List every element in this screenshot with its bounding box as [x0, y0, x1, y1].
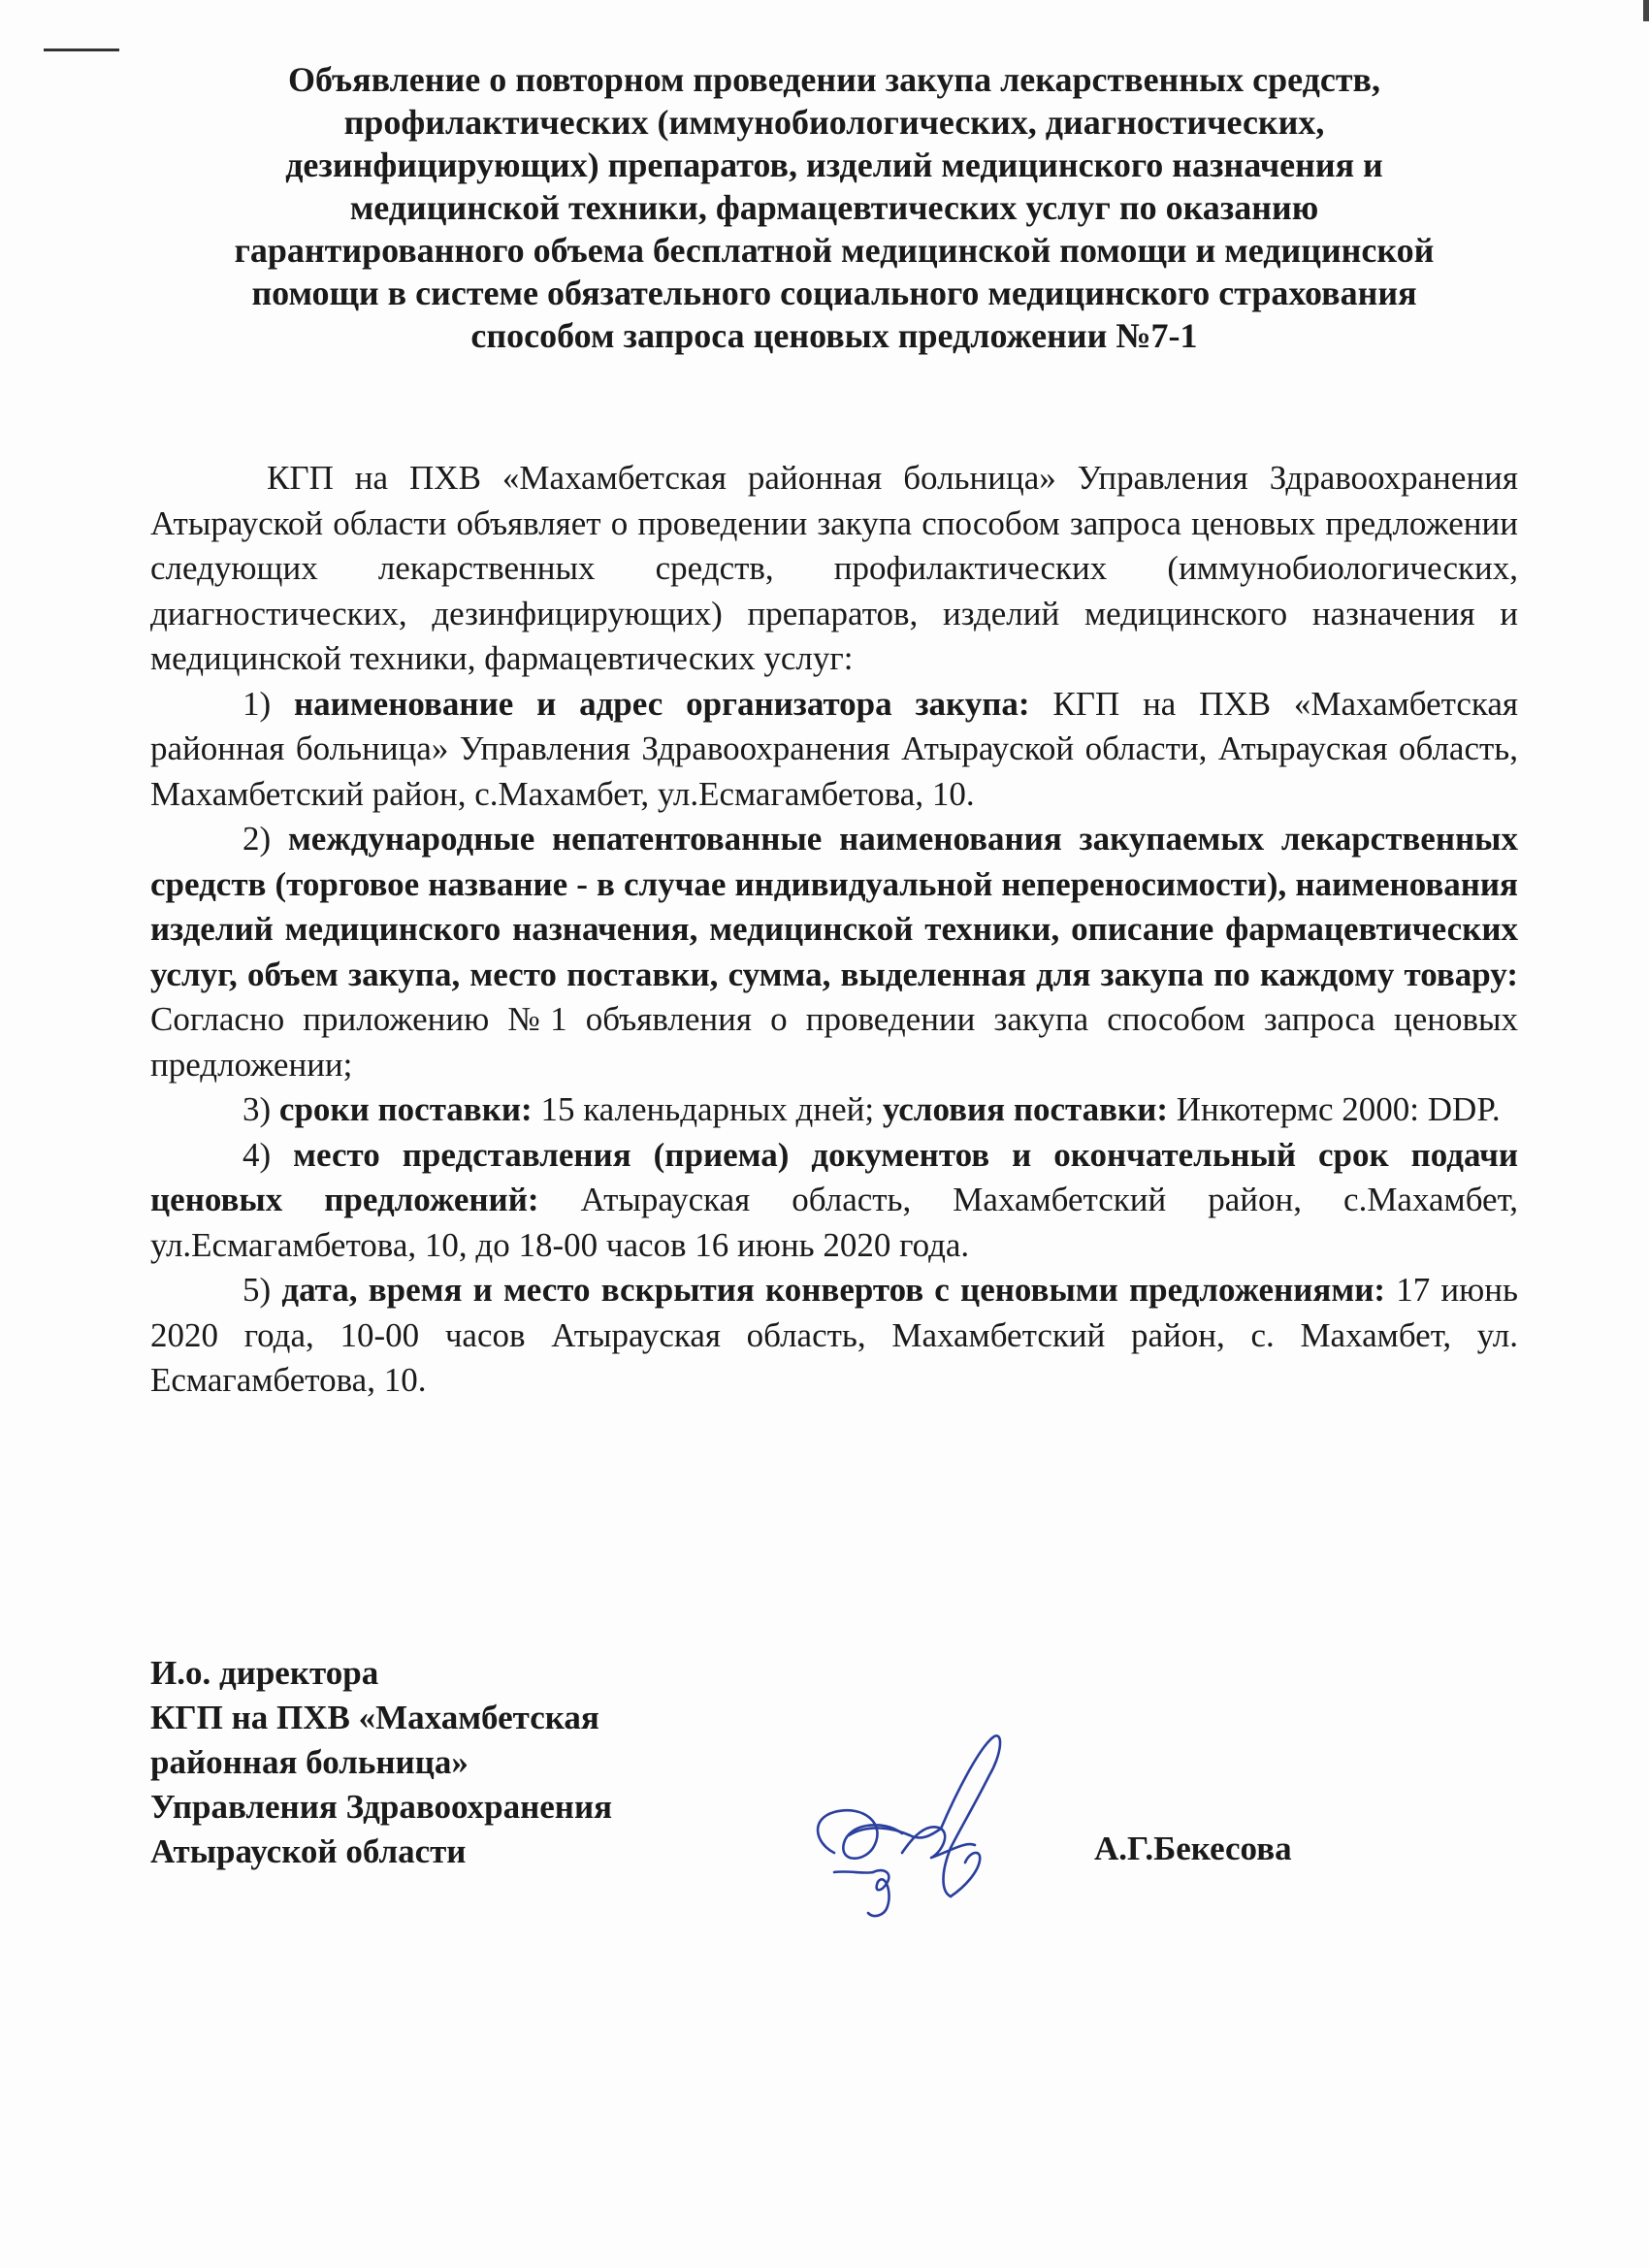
intro-paragraph: КГП на ПХВ «Махамбетская районная больница» Управления Здравоохранения Атырауской области объявляет о проведении закупа способом запроса ценовых предложении следующих лекарственных средств, профилактических (иммунобиологических, диагностических, дезинфицирующих) препаратов, изделий медицинского назначения и медицинской техники, фармацевтических услуг:	[150, 459, 1518, 677]
scan-artifact-line	[44, 49, 119, 51]
item-text: 15 каленьдарных дней;	[540, 1090, 875, 1128]
title-line: помощи в системе обязательного социального медицинского страхования	[251, 274, 1417, 312]
item-label: сроки поставки:	[278, 1090, 533, 1128]
item-number: 1)	[242, 684, 272, 723]
signatory-line: Атырауской области	[150, 1832, 467, 1870]
item-text: Согласно приложению №1 объявления о проведении закупа способом запроса ценовых предложении;	[150, 1000, 1518, 1084]
signatory-line: КГП на ПХВ «Махамбетская	[150, 1699, 599, 1736]
signatory-block	[150, 1651, 612, 1874]
item-number: 4)	[242, 1135, 272, 1174]
item-label: наименование и адрес организатора закупа:	[294, 684, 1030, 723]
item-text: Атырауская область, Махамбетский район, с.Махамбет, ул.Есмагамбетова, 10, до 18-00 часов 16 июнь 2020 года.	[150, 1181, 1518, 1264]
item-number: 3)	[242, 1090, 272, 1128]
item-label: дата, время и место вскрытия конвертов с ценовыми предложениями:	[281, 1271, 1386, 1309]
scan-artifact-edge	[1643, 0, 1649, 21]
signatory-line: И.о. директора	[150, 1654, 379, 1692]
signatory-name: А.Г.Бекесова	[1094, 1830, 1292, 1867]
item-4	[150, 1133, 1518, 1269]
signatory-line: районная больница»	[150, 1743, 469, 1781]
item-text: 17 июнь 2020 года, 10-00 часов Атырауская область, Махамбетский район, с. Махамбет, ул. Есмагамбетова, 10.	[150, 1271, 1519, 1399]
item-label-secondary: условия поставки:	[882, 1090, 1169, 1128]
item-1	[150, 682, 1518, 818]
title-line: способом запроса ценовых предложении №7-1	[470, 316, 1198, 355]
item-label: место представления (приема) документов и окончательный срок подачи ценовых предложений:	[150, 1135, 1519, 1218]
title-line: медицинской техники, фармацевтических услуг по оказанию	[349, 188, 1319, 227]
title-line: дезинфицирующих) препаратов, изделий медицинского назначения и	[285, 146, 1383, 184]
item-text-secondary: Инкотермс 2000: DDP.	[1176, 1090, 1501, 1128]
document-title	[146, 58, 1523, 357]
item-text: КГП на ПХВ «Махамбетская районная больница» Управления Здравоохранения Атырауской области, Атырауская область, Махамбетский район, с.Махамбет, ул.Есмагамбетова, 10.	[150, 684, 1519, 813]
document-body	[150, 456, 1518, 1404]
title-line: гарантированного объема бесплатной медицинской помощи и медицинской	[234, 231, 1435, 270]
item-number: 5)	[242, 1271, 272, 1309]
title-line: Объявление о повторном проведении закупа лекарственных средств,	[288, 60, 1380, 99]
signatory-line: Управления Здравоохранения	[150, 1788, 613, 1826]
item-2	[150, 817, 1518, 1087]
item-3	[150, 1087, 1518, 1133]
title-line: профилактических (иммунобиологических, диагностических,	[343, 103, 1325, 142]
item-5	[150, 1268, 1518, 1404]
item-number: 2)	[242, 820, 272, 858]
handwritten-signature	[795, 1727, 1018, 1930]
item-label: международные непатентованные наименования закупаемых лекарственных средств (торговое название - в случае индивидуальной непереносимости), наименования изделий медицинского назначения, медицинской техники, описание фармацевтических услуг, объем закупа, место поставки, сумма, выделенная для закупа по каждому товару:	[150, 820, 1519, 993]
